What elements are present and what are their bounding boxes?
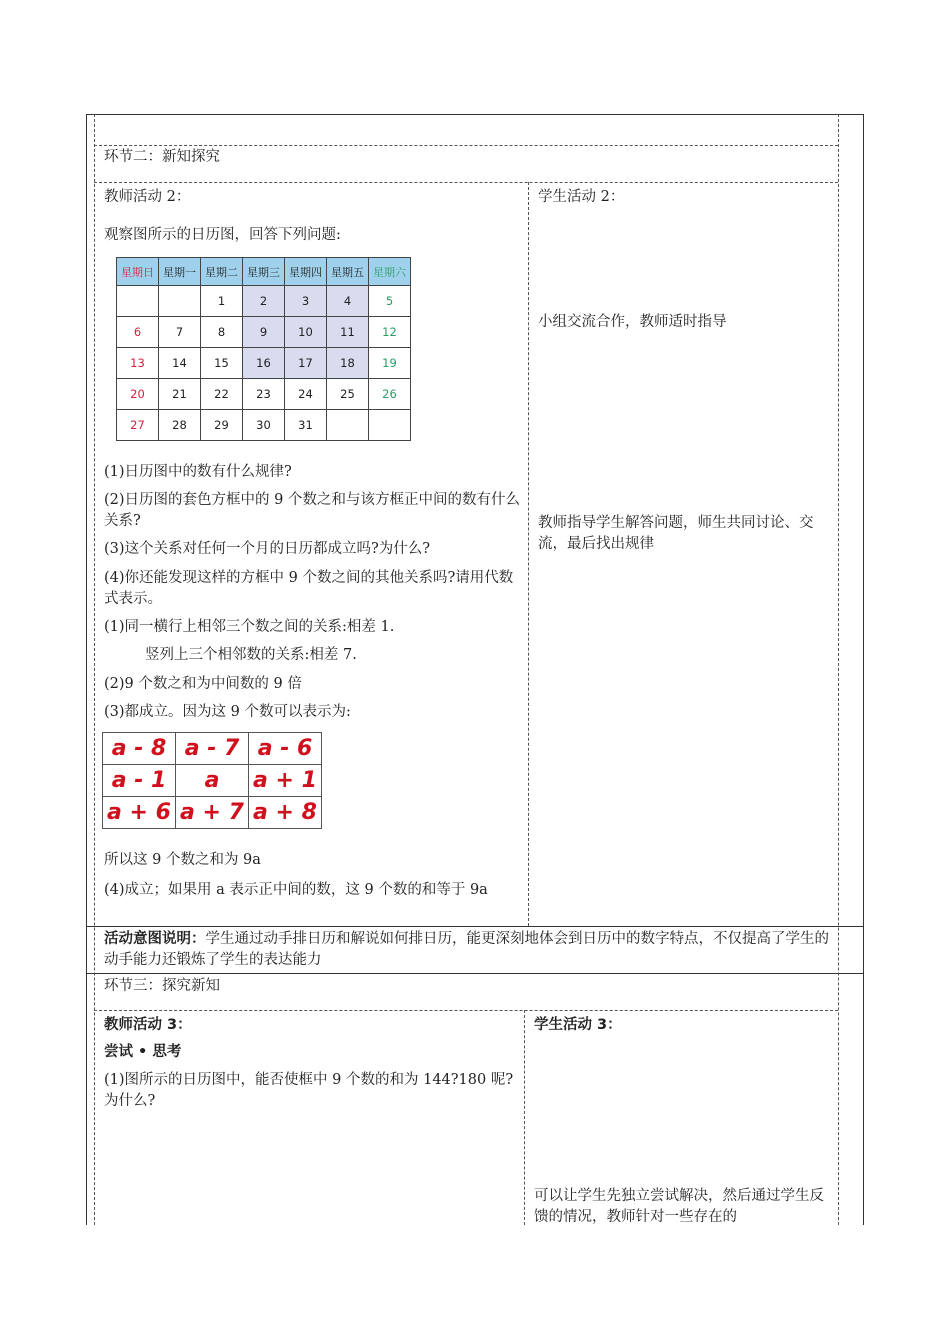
activity-intent	[104, 929, 834, 971]
student-activity-text: 教师指导学生解答问题，师生共同讨论、交流，最后找出规律	[538, 515, 814, 552]
calendar-row	[117, 317, 411, 348]
calendar-cell: 17	[285, 348, 327, 379]
inner-right-border	[838, 114, 839, 1225]
calendar-table	[116, 257, 411, 441]
calendar-cell: 4	[327, 286, 369, 317]
calendar-cell	[327, 410, 369, 441]
calendar-header-cell: 星期六	[369, 258, 411, 286]
calendar-header-row	[117, 258, 411, 286]
intro-text: 观察图所示的日历图，回答下列问题:	[104, 227, 341, 243]
calendar-header-cell: 星期二	[201, 258, 243, 286]
calendar-cell	[369, 410, 411, 441]
calendar-cell: 26	[369, 379, 411, 410]
activity-intent-text: 学生通过动手排日历和解说如何排日历，能更深刻地体会到日历中的数字特点，不仅提高了学生的动手能力还锻炼了学生的表达能力	[104, 931, 829, 968]
subheading: 尝试 • 思考	[104, 1044, 182, 1060]
calendar-cell: 20	[117, 379, 159, 410]
column-divider	[528, 182, 529, 926]
calendar-header-cell: 星期三	[243, 258, 285, 286]
section-title: 环节二：新知探究	[104, 149, 220, 165]
calendar-row	[117, 286, 411, 317]
column-divider	[524, 1010, 525, 1225]
calendar-cell: 21	[159, 379, 201, 410]
answer-2: (2)9 个数之和为中间数的 9 倍	[104, 676, 302, 692]
section-title: 环节三：探究新知	[104, 978, 220, 994]
divider	[86, 973, 864, 974]
divider	[94, 145, 838, 146]
calendar-row	[117, 410, 411, 441]
divider	[86, 926, 864, 927]
teacher-activity-heading: 教师活动 3：	[104, 1017, 192, 1033]
calendar-cell: 9	[243, 317, 285, 348]
calendar-row	[117, 379, 411, 410]
calendar-cell: 8	[201, 317, 243, 348]
divider	[94, 1010, 838, 1011]
calendar-cell: 27	[117, 410, 159, 441]
algebra-cell: a + 6	[103, 797, 176, 829]
algebra-grid	[102, 732, 322, 829]
calendar-cell: 23	[243, 379, 285, 410]
activity-intent-label: 活动意图说明：	[104, 931, 206, 947]
answer-1-detail: 竖列上三个相邻数的关系:相差 7.	[145, 647, 357, 663]
calendar-header-cell: 星期四	[285, 258, 327, 286]
algebra-cell: a - 1	[103, 765, 176, 797]
algebra-cell: a - 6	[249, 733, 322, 765]
algebra-cell: a + 8	[249, 797, 322, 829]
calendar-cell: 24	[285, 379, 327, 410]
algebra-cell: a + 7	[176, 797, 249, 829]
student-activity-text: 可以让学生先独立尝试解决，然后通过学生反馈的情况，教师针对一些存在的	[534, 1188, 824, 1224]
calendar-header-cell: 星期五	[327, 258, 369, 286]
algebra-row	[103, 797, 322, 829]
calendar-cell: 2	[243, 286, 285, 317]
calendar-cell: 11	[327, 317, 369, 348]
algebra-cell: a - 7	[176, 733, 249, 765]
calendar-cell: 12	[369, 317, 411, 348]
calendar-cell: 30	[243, 410, 285, 441]
calendar-cell: 3	[285, 286, 327, 317]
calendar-cell: 16	[243, 348, 285, 379]
question-3: (3)这个关系对任何一个月的日历都成立吗?为什么?	[104, 541, 431, 557]
calendar-cell: 1	[201, 286, 243, 317]
student-activity-heading: 学生活动 3：	[534, 1017, 622, 1033]
answer-4: (4)成立；如果用 a 表示正中间的数，这 9 个数的和等于 9a	[104, 882, 488, 898]
answer-1: (1)同一横行上相邻三个数之间的关系:相差 1.	[104, 619, 395, 635]
calendar-header-cell: 星期一	[159, 258, 201, 286]
calendar-cell: 13	[117, 348, 159, 379]
calendar-row	[117, 348, 411, 379]
calendar-cell: 31	[285, 410, 327, 441]
teacher-activity-heading: 教师活动 2：	[104, 189, 191, 205]
student-activity-text: 小组交流合作，教师适时指导	[538, 314, 727, 330]
calendar-cell: 15	[201, 348, 243, 379]
algebra-row	[103, 765, 322, 797]
answer-3-conclusion: 所以这 9 个数之和为 9a	[104, 852, 261, 868]
calendar-cell: 29	[201, 410, 243, 441]
student-activity-heading: 学生活动 2：	[538, 189, 625, 205]
calendar-cell: 7	[159, 317, 201, 348]
question-2: (2)日历图的套色方框中的 9 个数之和与该方框正中间的数有什么关系?	[104, 492, 520, 529]
calendar-cell: 5	[369, 286, 411, 317]
question-4: (4)你还能发现这样的方框中 9 个数之间的其他关系吗?请用代数式表示。	[104, 570, 514, 607]
calendar-header-cell: 星期日	[117, 258, 159, 286]
calendar-cell: 18	[327, 348, 369, 379]
calendar-cell: 14	[159, 348, 201, 379]
calendar-cell: 28	[159, 410, 201, 441]
calendar-cell: 25	[327, 379, 369, 410]
calendar-cell	[117, 286, 159, 317]
calendar-cell: 19	[369, 348, 411, 379]
inner-left-border	[94, 114, 95, 1225]
algebra-row	[103, 733, 322, 765]
calendar-cell: 22	[201, 379, 243, 410]
algebra-cell: a	[176, 765, 249, 797]
question-1: (1)日历图中的数有什么规律?	[104, 464, 292, 480]
calendar-cell	[159, 286, 201, 317]
answer-3: (3)都成立。因为这 9 个数可以表示为:	[104, 704, 351, 720]
calendar-cell: 6	[117, 317, 159, 348]
algebra-cell: a + 1	[249, 765, 322, 797]
calendar-cell: 10	[285, 317, 327, 348]
divider	[94, 182, 838, 183]
question-1: (1)图所示的日历图中，能否使框中 9 个数的和为 144?180 呢?为什么?	[104, 1072, 514, 1109]
algebra-cell: a - 8	[103, 733, 176, 765]
